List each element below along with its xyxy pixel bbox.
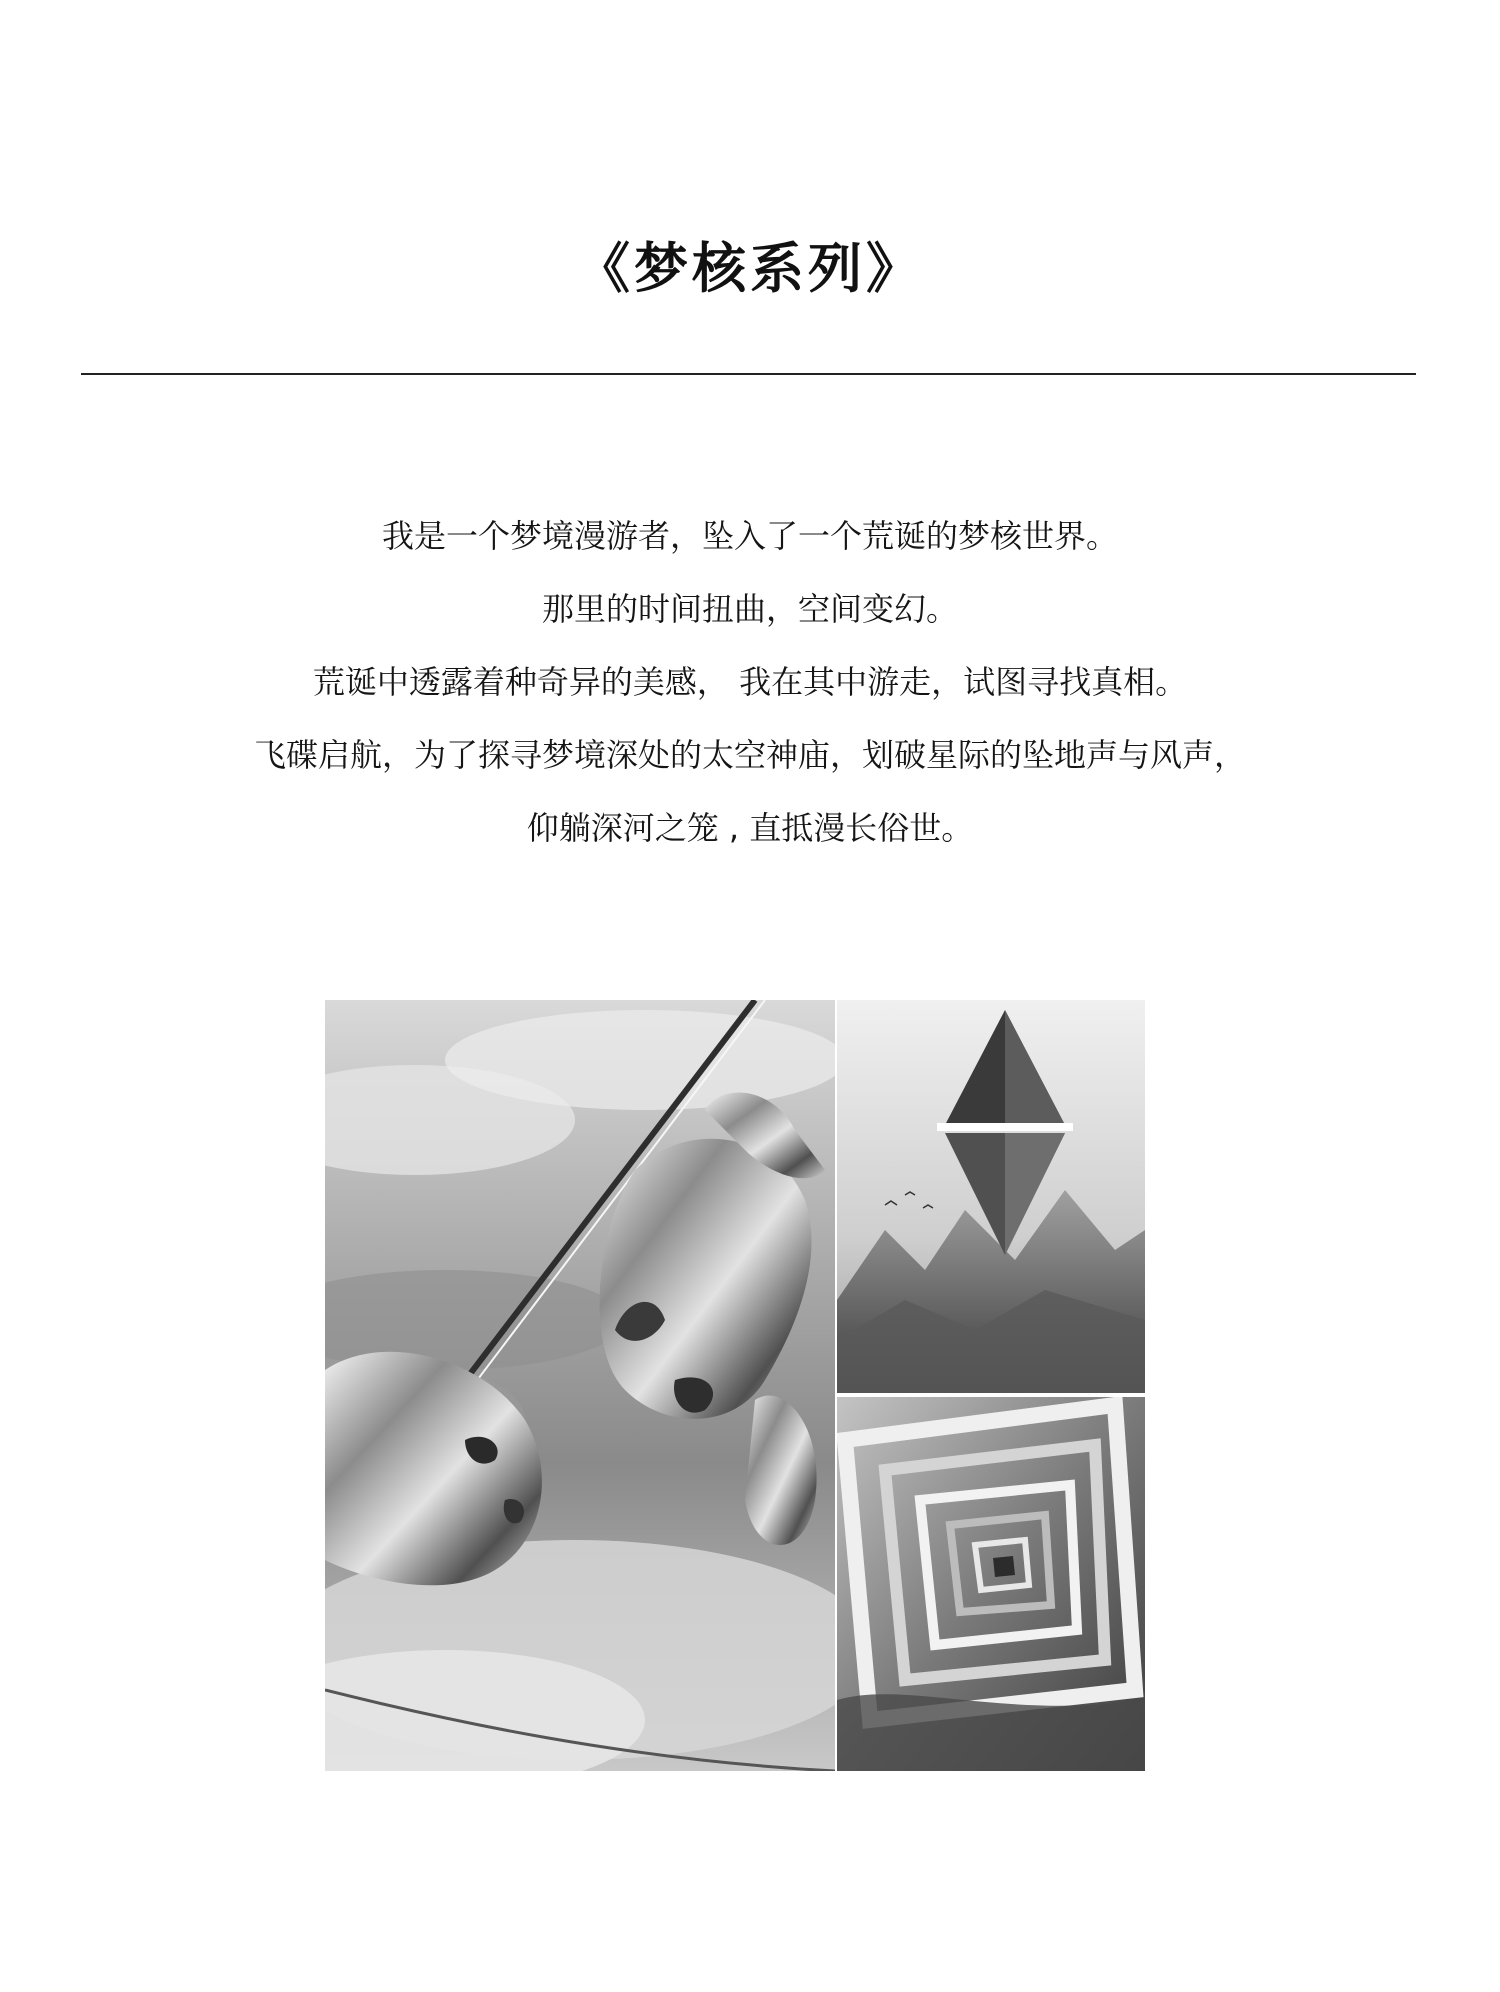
pyramid-mountains-panel — [837, 1000, 1145, 1393]
poem-block — [0, 500, 1500, 865]
poem-line-5: 仰躺深河之笼 , 直抵漫长俗世。 — [526, 809, 974, 847]
image-collage — [325, 1000, 1145, 1771]
title-divider — [81, 373, 1416, 375]
poem-line-2: 那里的时间扭曲，空间变幻。 — [541, 590, 958, 628]
chrome-faces-panel — [325, 1000, 875, 1771]
poem-line-1: 我是一个梦境漫游者，坠入了一个荒诞的梦核世界。 — [381, 517, 1118, 555]
poem-line-4: 飞碟启航，为了探寻梦境深处的太空神庙，划破星际的坠地声与风声， — [253, 736, 1246, 774]
page-title: 《梦核系列》 — [576, 237, 924, 300]
square-tunnel-panel — [837, 1397, 1145, 1771]
poem-line-3: 荒诞中透露着种奇异的美感， 我在其中游走，试图寻找真相。 — [312, 663, 1188, 701]
